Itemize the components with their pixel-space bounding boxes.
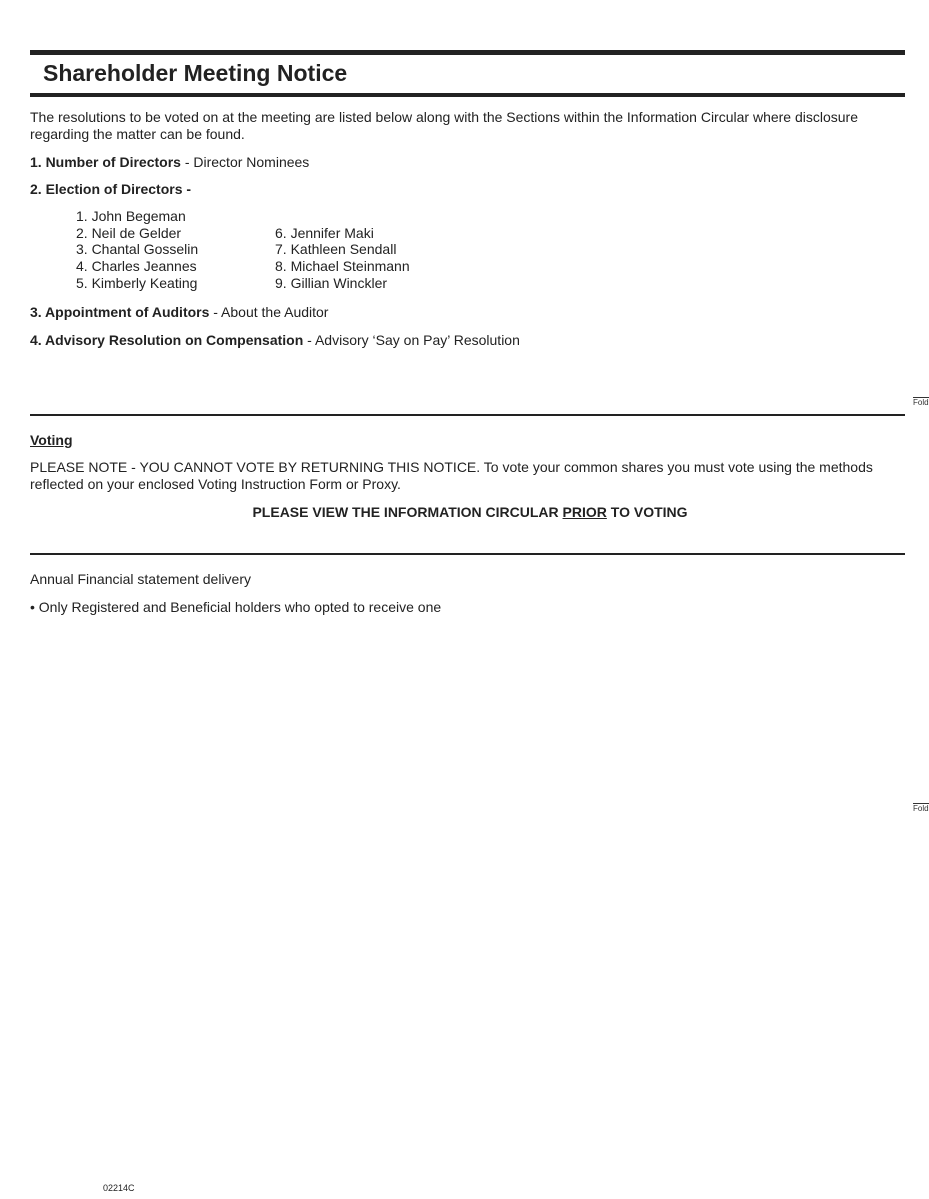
fold-marker: Fold xyxy=(913,804,929,813)
resolution-1-section: - Director Nominees xyxy=(180,154,310,170)
director-item: 3. Chantal Gosselin xyxy=(76,241,199,257)
voting-note: PLEASE NOTE - YOU CANNOT VOTE BY RETURNING THIS NOTICE. To vote your common shares you must vote using the methods reflected on your enclosed Voting Instruction Form or Proxy. xyxy=(30,459,873,492)
resolution-3-section: - About the Auditor xyxy=(209,304,329,320)
section-rule xyxy=(30,553,905,555)
delivery-bullet: • Only Registered and Beneficial holders who opted to receive one xyxy=(30,599,442,615)
view-notice-suffix: TO VOTING xyxy=(606,504,688,520)
fold-rule xyxy=(30,414,905,416)
fold-marker: Fold xyxy=(913,398,929,407)
director-item: 7. Kathleen Sendall xyxy=(275,241,397,257)
view-circular-notice xyxy=(30,504,910,521)
view-notice-prefix: PLEASE VIEW THE INFORMATION CIRCULAR xyxy=(252,504,563,520)
top-rule xyxy=(30,50,905,55)
director-item: 5. Kimberly Keating xyxy=(76,275,198,291)
resolution-1 xyxy=(30,154,309,171)
resolution-4-section: - Advisory ‘Say on Pay’ Resolution xyxy=(303,332,520,348)
view-notice-emphasis: PRIOR xyxy=(562,504,607,520)
voting-heading: Voting xyxy=(30,432,73,448)
intro-paragraph: The resolutions to be voted on at the meeting are listed below along with the Sections within the Information Circular where disclosure regarding the matter can be found. xyxy=(30,109,859,142)
resolution-3 xyxy=(30,304,328,321)
title-underline-rule xyxy=(30,93,905,97)
director-item: 1. John Begeman xyxy=(76,208,186,224)
page-title: Shareholder Meeting Notice xyxy=(43,60,348,86)
resolution-4 xyxy=(30,332,520,349)
director-item: 6. Jennifer Maki xyxy=(275,225,374,241)
resolution-1-label: 1. Number of Directors xyxy=(30,154,181,170)
resolution-2 xyxy=(30,181,191,198)
director-item: 4. Charles Jeannes xyxy=(76,258,197,274)
resolution-4-label: 4. Advisory Resolution on Compensation xyxy=(30,332,304,348)
resolution-2-label: 2. Election of Directors - xyxy=(30,181,192,197)
form-code: 02214C xyxy=(103,1183,135,1193)
delivery-heading: Annual Financial statement delivery xyxy=(30,571,252,587)
resolution-3-label: 3. Appointment of Auditors xyxy=(30,304,210,320)
director-item: 2. Neil de Gelder xyxy=(76,225,182,241)
director-item: 8. Michael Steinmann xyxy=(275,258,410,274)
director-item: 9. Gillian Winckler xyxy=(275,275,388,291)
